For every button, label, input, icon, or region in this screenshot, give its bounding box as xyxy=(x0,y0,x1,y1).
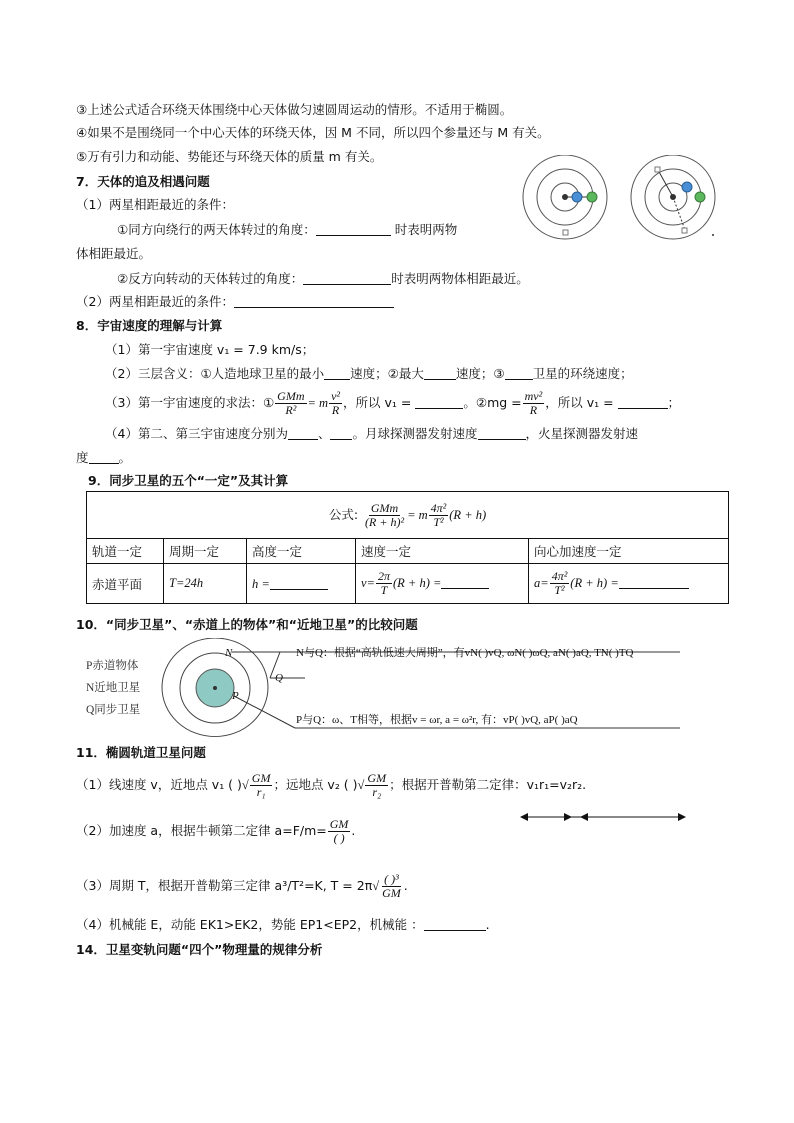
orbit-diagram-left xyxy=(523,155,607,239)
orbit-diagram xyxy=(510,155,720,240)
table-header: 向心加速度一定 xyxy=(529,539,729,564)
table-header: 周期一定 xyxy=(164,539,247,564)
text-line: （2）两星相距最近的条件： xyxy=(76,294,394,310)
table-header: 轨道一定 xyxy=(87,539,164,564)
section-title: 14．卫星变轨问题“四个”物理量的规律分析 xyxy=(76,942,323,957)
text-line: ②反方向转动的天体转过的角度： 时表明两物体相距最近。 xyxy=(117,271,529,286)
table-header: 高度一定 xyxy=(247,539,356,564)
text-line: （1）线速度 v，近地点 v₁ ( )√ $\frac{GM}{\text{r₁}}$ ；远地点 v₂ ( )√ $\frac{GM}{\text{r₂}}$ ；根据开普勒第二定律：v₁r₁=v₂r₂. xyxy=(76,771,587,799)
sync-satellite-table xyxy=(86,491,729,604)
orbit-diagram-right xyxy=(631,155,715,239)
label-p: P xyxy=(232,690,239,702)
formula-cell: 公式: $\frac{\text{GMm}}{\text{(R + h)²}}$ = m $\frac{\text{4π²}}{\text{T²}}$ (R + h) xyxy=(87,492,729,539)
section-title: 8．宇宙速度的理解与计算 xyxy=(76,318,223,333)
text-line: ①同方向绕行的两天体转过的角度： 时表明两物 xyxy=(117,222,458,237)
table-row xyxy=(87,539,729,564)
text-line: （1）第一宇宙速度 v₁ = 7.9 km/s； xyxy=(105,342,315,357)
text-line: （4）第二、第三宇宙速度分别为 、 。月球探测器发射速度 ，火星探测器发射速 xyxy=(105,426,639,441)
text-line: （3）周期 T，根据开普勒第三定律 a³/T²=K, T = 2π√ $\frac{\text{( )³}}{GM}$ . xyxy=(76,872,408,900)
text-line: ③上述公式适合环绕天体围绕中心天体做匀速圆周运动的情形。不适用于椭圆。 xyxy=(76,102,513,117)
section-title: 10．“同步卫星”、“赤道上的物体”和“近地卫星”的比较问题 xyxy=(76,617,418,632)
table-row xyxy=(87,564,729,604)
table-cell: v= $\frac{2\pi}{T}$ (R + h) = xyxy=(356,564,529,604)
text-line: （1）两星相距最近的条件： xyxy=(76,197,234,212)
section-title: 9．同步卫星的五个“一定”及其计算 xyxy=(88,473,289,488)
table-cell: 赤道平面 xyxy=(87,564,164,604)
table-cell: T=24h xyxy=(164,564,247,604)
ellipse-axis-arrows xyxy=(520,810,690,824)
legend-item: N近地卫星 xyxy=(86,682,141,694)
legend-item: P赤道物体 xyxy=(86,660,139,672)
table-header: 速度一定 xyxy=(356,539,529,564)
table-cell: h = xyxy=(247,564,356,604)
legend-item: Q同步卫星 xyxy=(86,704,141,716)
legend xyxy=(86,655,140,721)
text-line: 体相距最近。 xyxy=(76,246,152,261)
comparison-line-nq: N与Q：根据“高轨低速大周期”，有vN( )vQ, ωN( )ωQ, aN( )aQ, TN( )TQ xyxy=(296,647,634,659)
text-line: （3）第一宇宙速度的求法：① $\frac{\text{GMm}}{\text{R²}}$ = m $\frac{\text{v²}}{R}$ ，所以 v₁ = 。②mg = $\frac{\text{mv²}}{R}$ ，所以 v₁ = ； xyxy=(105,389,681,417)
section-title: 11．椭圆轨道卫星问题 xyxy=(76,745,206,760)
text-line: （4）机械能 E，动能 EK1>EK2，势能 EP1<EP2，机械能 ： . xyxy=(76,917,490,932)
text-line: （2）三层含义：①人造地球卫星的最小 速度；②最大 速度；③ 卫星的环绕速度； xyxy=(105,366,633,381)
label-q: Q xyxy=(275,672,283,684)
comparison-line-pq: P与Q：ω、T相等，根据v = ωr, a = ω²r, 有：vP( )vQ, aP( )aQ xyxy=(296,714,578,726)
label-n: N xyxy=(225,647,233,659)
text-line: 度 。 xyxy=(76,450,132,465)
section-title: 7．天体的追及相遇问题 xyxy=(76,174,210,189)
text-line: ④如果不是围绕同一个中心天体的环绕天体，因 M 不同，所以四个参量还与 M 有关。 xyxy=(76,125,550,140)
text-line: （2）加速度 a，根据牛顿第二定律 a=F/m= $\frac{GM}{( )}$ . xyxy=(76,817,356,845)
table-cell: a= $\frac{\text{4π²}}{\text{T²}}$ (R + h) = xyxy=(529,564,729,604)
text-line: ⑤万有引力和动能、势能还与环绕天体的质量 m 有关。 xyxy=(76,149,383,164)
